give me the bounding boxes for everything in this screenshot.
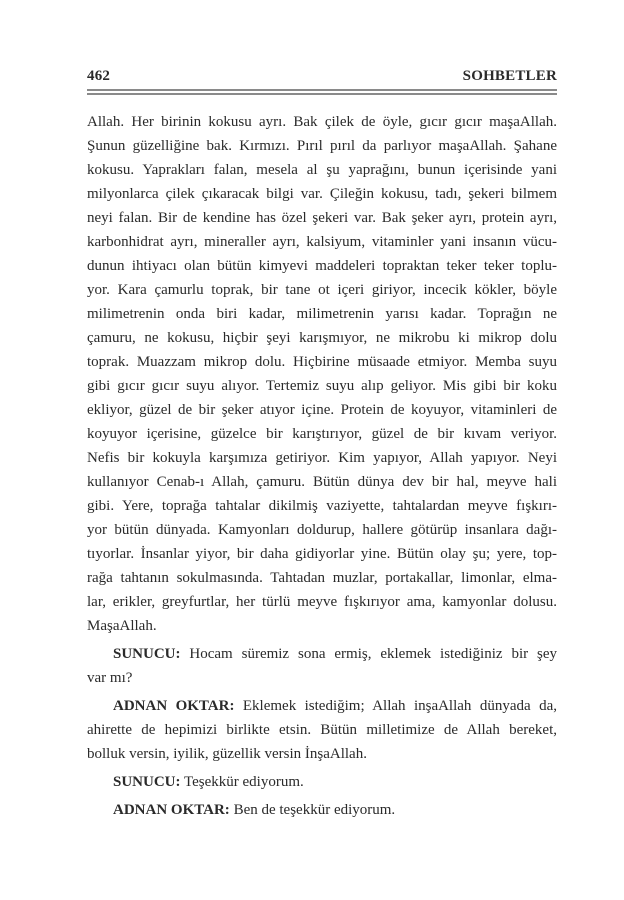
text-line: milyonlarca çilek çıkaracak bilgi var. Çileğin kokusu, tadı, şekeri bilmem xyxy=(87,186,557,202)
dialog-paragraph xyxy=(87,798,557,822)
text-line: gibi. Yere, toprağa tahtalar dikilmiş vaziyette, tahtalardan meyve fışkırı- xyxy=(87,498,557,514)
text-line: Nefis bir kokuyla karşımıza getiriyor. Kim yapıyor, Allah yapıyor. Neyi xyxy=(87,450,557,466)
text-line: lar, erikler, greyfurtlar, her türlü meyve fışkırıyor ama, kamyonlar dolusu. xyxy=(87,594,557,610)
text-line: var mı? xyxy=(87,670,133,686)
text-line: gibi gıcır gıcır suyu alıyor. Tertemiz suyu alıp geliyor. Mis gibi bir koku xyxy=(87,378,557,394)
text-line: Allah. Her birinin kokusu ayrı. Bak çilek de öyle, gıcır gıcır maşaAllah. xyxy=(87,114,557,130)
text-line: SUNUCU: Teşekkür ediyorum. xyxy=(113,774,304,790)
text-line: toprak. Muazzam mikrop dolu. Hiçbirine müsaade etmiyor. Memba suyu xyxy=(87,354,557,370)
speaker-label: ADNAN OKTAR: xyxy=(113,802,230,818)
speaker-label: SUNUCU: xyxy=(113,646,181,662)
body-paragraph xyxy=(87,110,557,638)
text-line: bolluk versin, iyilik, güzellik versin İnşaAllah. xyxy=(87,746,367,762)
text-line: kullanıyor Cenab-ı Allah, çamuru. Bütün dünya dev bir hal, meyve hali xyxy=(87,474,557,490)
text-line: çamuru, ne kokusu, hiçbir şeyi karışmıyor, ne mikrobu ki mikrop dolu xyxy=(87,330,557,346)
header-double-rule xyxy=(87,89,557,95)
text-line: kokusu. Yaprakları falan, mesela al şu yaprağını, bunun içerisinde yani xyxy=(87,162,557,178)
page-number: 462 xyxy=(87,68,111,84)
dialog-paragraph xyxy=(87,694,557,766)
text-line: ADNAN OKTAR: Eklemek istediğim; Allah inşaAllah dünyada da, xyxy=(113,698,557,714)
text-line: karbonhidrat ayrı, mineraller ayrı, kalsiyum, vitaminler yani insanın vücu- xyxy=(87,234,557,250)
text-line: neyi falan. Bir de kendine has özel şekeri var. Bak şeker ayrı, protein ayrı, xyxy=(87,210,557,226)
text-line: yor bütün dünyada. Kamyonları doldurup, hallere götürüp insanlara dağı- xyxy=(87,522,557,538)
text-line: ekliyor, güzel de bir şeker atıyor içine. Protein de koyuyor, vitaminleri de xyxy=(87,402,557,418)
header-title: SOHBETLER xyxy=(462,68,557,84)
text-line: dunun ihtiyacı olan bütün kimyevi maddeleri topraktan teker teker toplu- xyxy=(87,258,557,274)
text-line: ahirette de hepimizi birlikte etsin. Bütün milletimize de Allah bereket, xyxy=(87,722,557,738)
dialog-paragraph xyxy=(87,770,557,794)
text-line: yor. Kara çamurlu toprak, bir tane ot içeri giriyor, incecik kökler, böyle xyxy=(87,282,557,298)
text-line: milimetrenin onda biri kadar, milimetrenin yarısı kadar. Toprağın ne xyxy=(87,306,557,322)
text-line: Şunun güzelliğine bak. Kırmızı. Pırıl pırıl da parlıyor maşaAllah. Şahane xyxy=(87,138,557,154)
text-line: koyuyor içerisine, güzelce bir karıştırıyor, güzel de bir kıvam veriyor. xyxy=(87,426,557,442)
speaker-label: ADNAN OKTAR: xyxy=(113,698,235,714)
text-line: tıyorlar. İnsanlar yiyor, bir daha gidiyorlar yine. Bütün olay şu; yere, top- xyxy=(87,546,557,562)
text-line: ADNAN OKTAR: Ben de teşekkür ediyorum. xyxy=(113,802,396,818)
speaker-label: SUNUCU: xyxy=(113,774,181,790)
dialog-paragraph xyxy=(87,642,557,690)
page-header xyxy=(87,68,557,85)
text-line: rağa tahtanın sokulmasında. Tahtadan muzlar, portakallar, limonlar, elma- xyxy=(87,570,557,586)
text-block xyxy=(87,110,557,822)
text-line: SUNUCU: Hocam süremiz sona ermiş, eklemek istediğiniz bir şey xyxy=(113,646,557,662)
text-line: MaşaAllah. xyxy=(87,618,157,634)
